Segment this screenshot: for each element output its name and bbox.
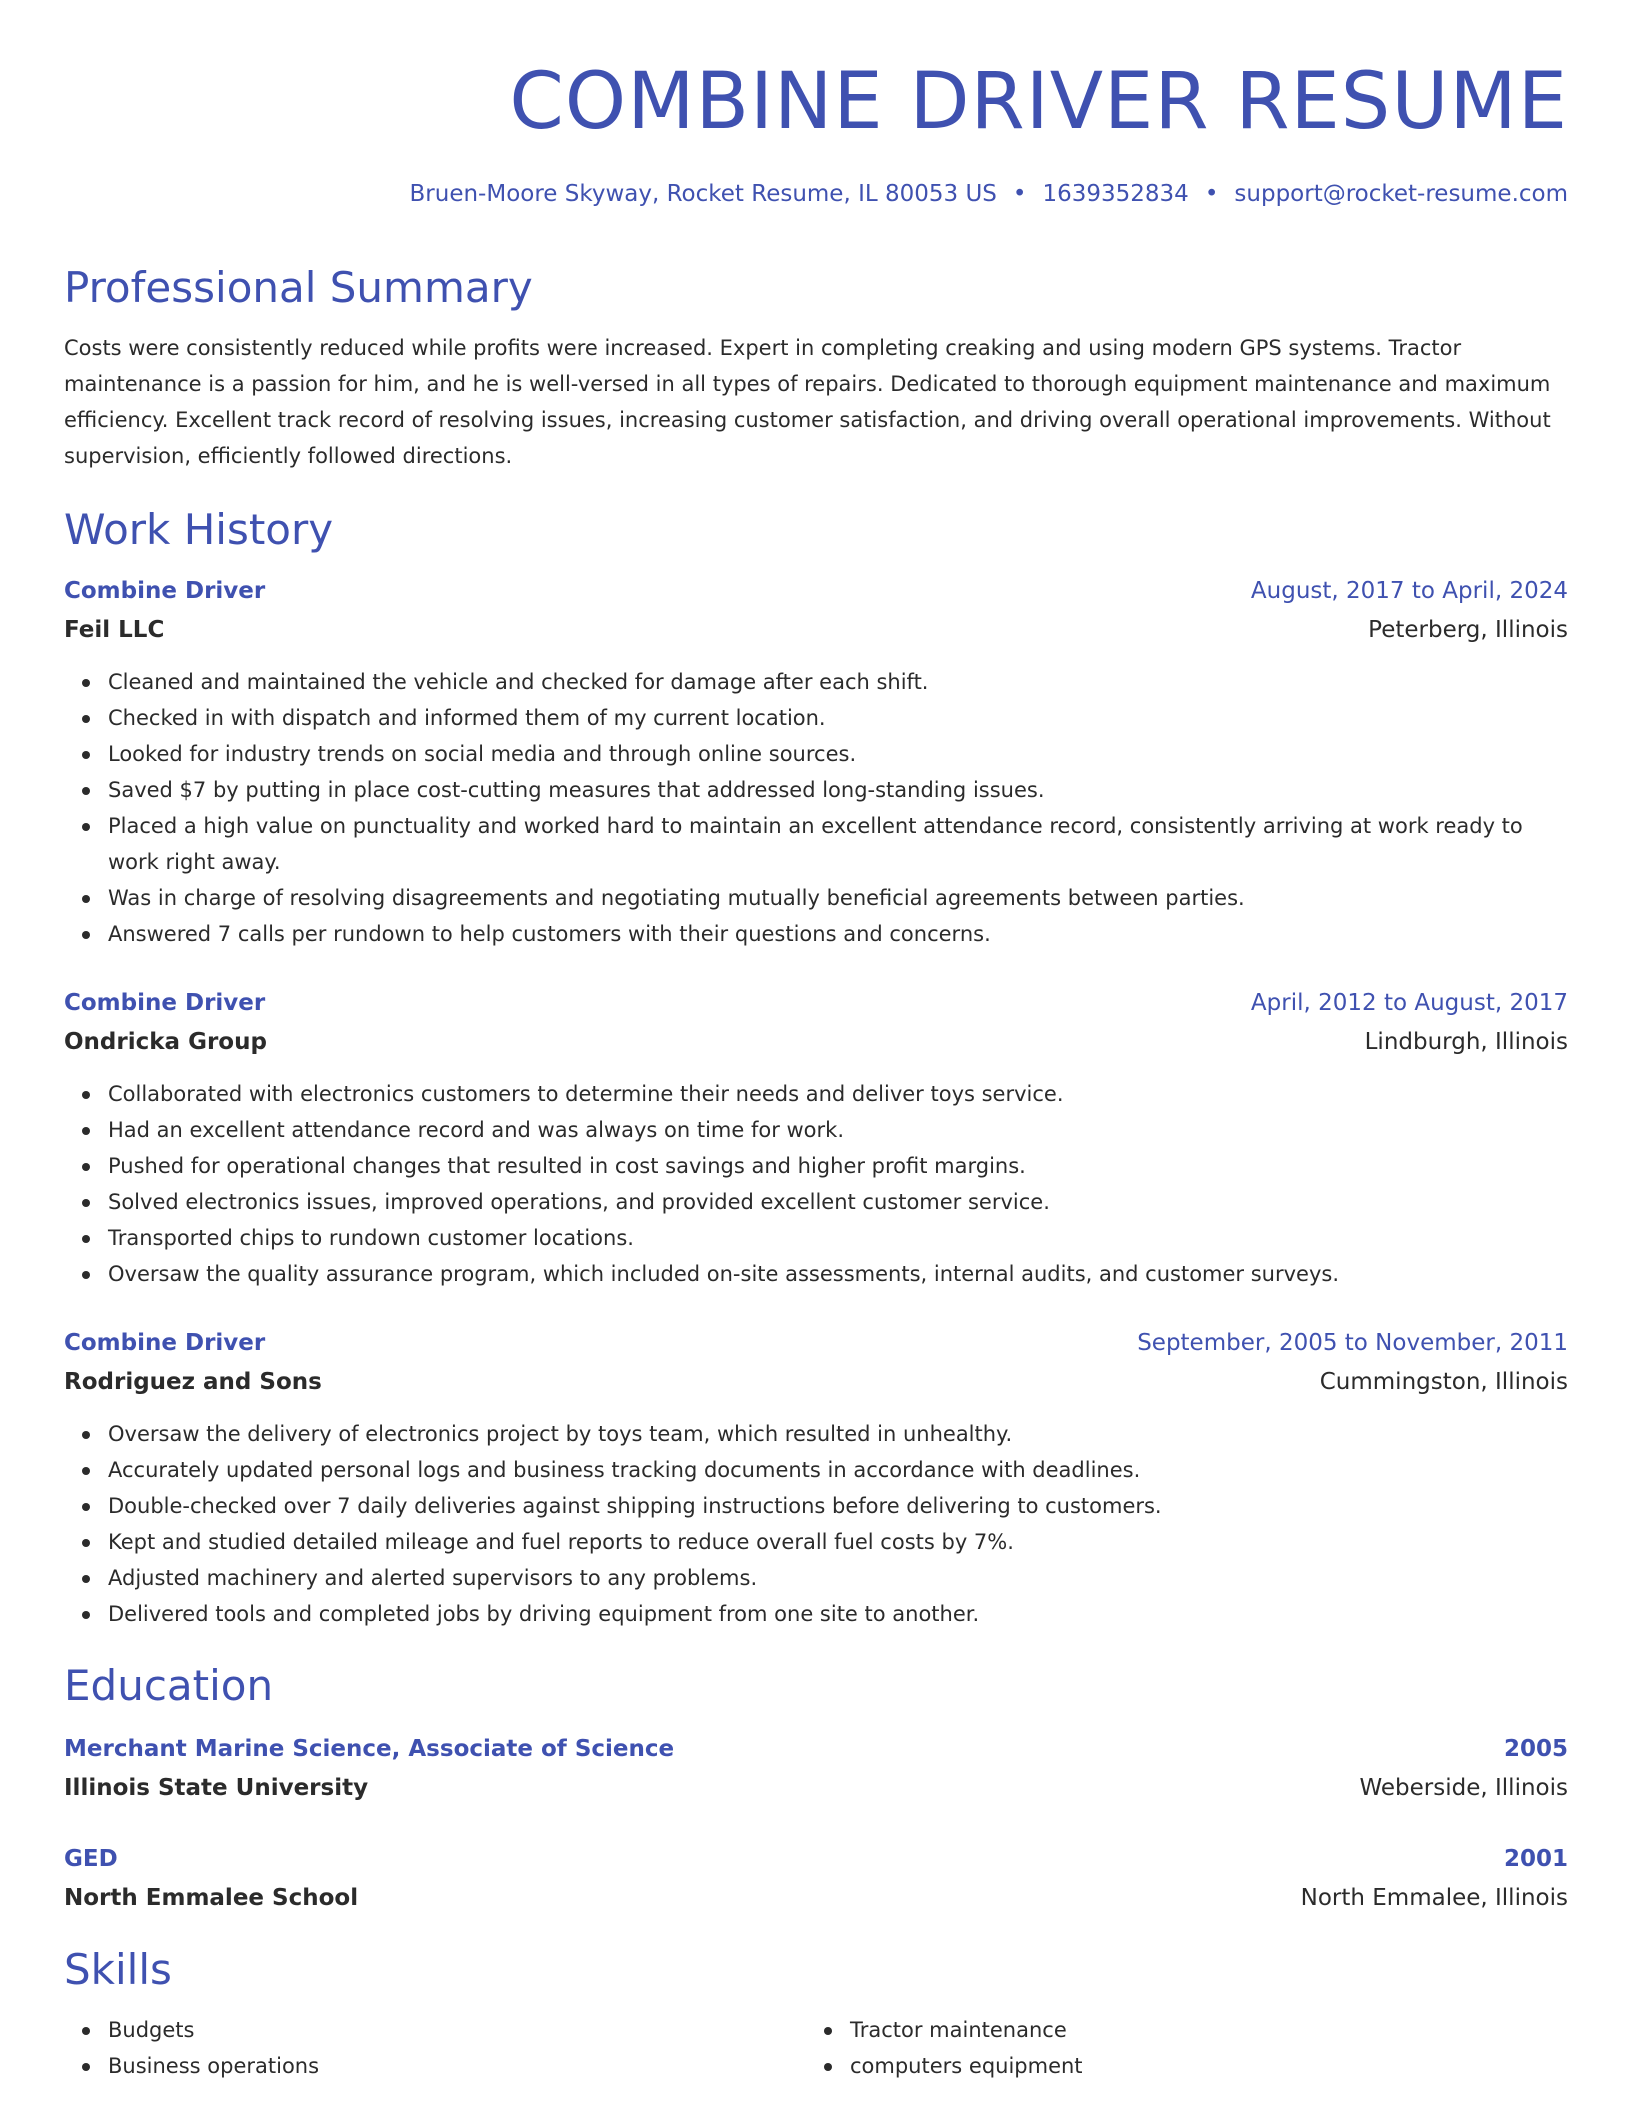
- job-entry: [64, 1324, 1568, 1632]
- skill-item: Tractor maintenance: [850, 2012, 1548, 2048]
- contact-line: [410, 178, 1568, 210]
- education-entry: [64, 1840, 1568, 1918]
- skill-item: computers equipment: [850, 2048, 1548, 2084]
- job-bullet: Saved $7 by putting in place cost-cutting measures that addressed long-standing issues.: [108, 772, 1568, 808]
- resume-title: COMBINE DRIVER RESUME: [509, 57, 1568, 147]
- job-bullet: Delivered tools and completed jobs by driving equipment from one site to another.: [108, 1596, 1568, 1632]
- job-bullet: Double-checked over 7 daily deliveries against shipping instructions before delivering to customers.: [108, 1488, 1568, 1524]
- summary-text: Costs were consistently reduced while profits were increased. Expert in completing creaking and using modern GPS systems. Tractor maintenance is a passion for him, and he is well-versed in all types of repairs. Dedicated to thorough equipment maintenance and maximum efficiency. Excellent track record of resolving issues, increasing customer satisfaction, and driving overall operational improvements. Without supervision, efficiently followed directions.: [64, 336, 1551, 468]
- contact-address: Bruen-Moore Skyway, Rocket Resume, IL 80053 US: [409, 181, 997, 207]
- job-bullet: Was in charge of resolving disagreements and negotiating mutually beneficial agreements between parties.: [108, 880, 1568, 916]
- summary-heading: Professional Summary: [64, 263, 533, 312]
- skills-list: [64, 2012, 1568, 2084]
- skills-heading: Skills: [64, 1945, 172, 1994]
- job-bullet: Cleaned and maintained the vehicle and checked for damage after each shift.: [108, 664, 1568, 700]
- contact-separator: •: [1012, 181, 1027, 207]
- job-employer: Rodriguez and Sons: [64, 1369, 322, 1395]
- skill-item: Budgets: [108, 2012, 806, 2048]
- contact-separator: •: [1204, 181, 1219, 207]
- education-heading: Education: [64, 1661, 274, 1710]
- job-bullet: Checked in with dispatch and informed them of my current location.: [108, 700, 1568, 736]
- education-degree: Merchant Marine Science, Associate of Science: [64, 1736, 675, 1762]
- job-dates: April, 2012 to August, 2017: [1250, 990, 1568, 1016]
- education-school: North Emmalee School: [64, 1885, 359, 1911]
- job-bullet: Placed a high value on punctuality and worked hard to maintain an excellent attendance record, consistently arriving at work ready to work right away.: [108, 808, 1568, 880]
- job-bullets: [64, 1416, 1568, 1632]
- job-bullet: Oversaw the delivery of electronics project by toys team, which resulted in unhealthy.: [108, 1416, 1568, 1452]
- job-employer: Feil LLC: [64, 617, 165, 643]
- work-history-heading: Work History: [64, 505, 334, 554]
- job-dates: August, 2017 to April, 2024: [1250, 578, 1568, 604]
- job-bullets: [64, 664, 1568, 952]
- job-bullet: Transported chips to rundown customer locations.: [108, 1220, 1568, 1256]
- job-role: Combine Driver: [64, 990, 266, 1016]
- job-bullet: Kept and studied detailed mileage and fuel reports to reduce overall fuel costs by 7%.: [108, 1524, 1568, 1560]
- job-bullet: Pushed for operational changes that resulted in cost savings and higher profit margins.: [108, 1148, 1568, 1184]
- job-role: Combine Driver: [64, 578, 266, 604]
- job-dates: September, 2005 to November, 2011: [1137, 1330, 1568, 1356]
- contact-phone: 1639352834: [1042, 181, 1189, 207]
- education-entry: [64, 1730, 1568, 1808]
- job-bullet: Looked for industry trends on social media and through online sources.: [108, 736, 1568, 772]
- job-location: Cummingston, Illinois: [1319, 1369, 1568, 1395]
- job-employer: Ondricka Group: [64, 1029, 267, 1055]
- job-entry: [64, 572, 1568, 952]
- job-bullet: Collaborated with electronics customers to determine their needs and deliver toys service.: [108, 1076, 1568, 1112]
- education-location: North Emmalee, Illinois: [1300, 1885, 1568, 1911]
- job-bullet: Had an excellent attendance record and was always on time for work.: [108, 1112, 1568, 1148]
- contact-email: support@rocket-resume.com: [1234, 181, 1568, 207]
- job-entry: [64, 984, 1568, 1292]
- education-year: 2001: [1503, 1846, 1568, 1872]
- job-bullets: [64, 1076, 1568, 1292]
- education-school: Illinois State University: [64, 1775, 369, 1801]
- job-bullet: Solved electronics issues, improved operations, and provided excellent customer service.: [108, 1184, 1568, 1220]
- job-location: Lindburgh, Illinois: [1364, 1029, 1568, 1055]
- job-role: Combine Driver: [64, 1330, 266, 1356]
- job-bullet: Oversaw the quality assurance program, which included on-site assessments, internal audits, and customer surveys.: [108, 1256, 1568, 1292]
- skills-column-left: [64, 2012, 806, 2084]
- education-degree: GED: [64, 1846, 118, 1872]
- job-bullet: Answered 7 calls per rundown to help customers with their questions and concerns.: [108, 916, 1568, 952]
- job-location: Peterberg, Illinois: [1368, 617, 1568, 643]
- education-location: Weberside, Illinois: [1359, 1775, 1568, 1801]
- education-year: 2005: [1503, 1736, 1568, 1762]
- skills-column-right: [806, 2012, 1548, 2084]
- job-bullet: Accurately updated personal logs and business tracking documents in accordance with deadlines.: [108, 1452, 1568, 1488]
- skill-item: Business operations: [108, 2048, 806, 2084]
- job-bullet: Adjusted machinery and alerted supervisors to any problems.: [108, 1560, 1568, 1596]
